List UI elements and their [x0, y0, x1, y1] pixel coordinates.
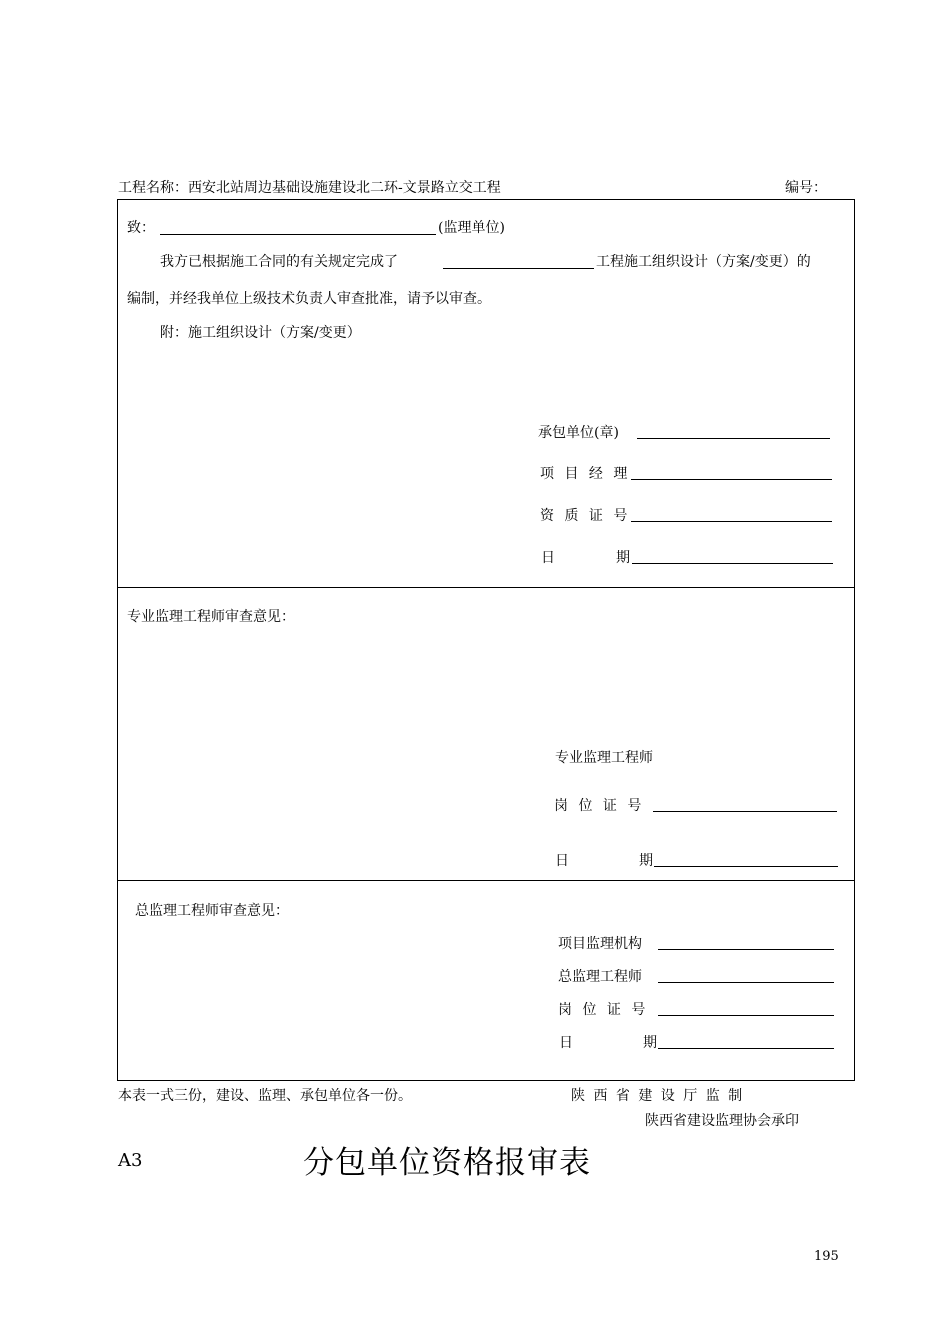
supervised-by: 陕 西 省 建 设 厅 监 制 — [571, 1088, 745, 1104]
specialist-cert-label: 岗 位 证 号 — [554, 798, 645, 814]
project-field[interactable] — [443, 268, 594, 269]
attachment-label: 附：施工组织设计（方案/变更） — [160, 325, 361, 341]
printed-by: 陕西省建设监理协会承印 — [645, 1113, 799, 1129]
form-code: A3 — [118, 1150, 143, 1171]
chief-date-field[interactable] — [658, 1048, 834, 1049]
to-prefix: 致： — [127, 220, 155, 236]
chief-opinion-heading: 总监理工程师审查意见： — [135, 903, 289, 919]
project-name: 工程名称：西安北站周边基础设施建设北二环-文景路立交工程 — [118, 180, 501, 196]
form-title: 分包单位资格报审表 — [303, 1145, 591, 1181]
chief-date-label-a: 日 — [559, 1035, 573, 1051]
org-label: 项目监理机构 — [558, 936, 642, 952]
serial-number-label: 编号： — [785, 180, 827, 196]
cert-field[interactable] — [631, 521, 832, 522]
supervisor-unit-field[interactable] — [160, 234, 436, 235]
chief-date-label-b: 期 — [643, 1035, 657, 1051]
cert-label: 资 质 证 号 — [540, 508, 631, 524]
specialist-date-field[interactable] — [654, 866, 838, 867]
body-line2: 编制，并经我单位上级技术负责人审查批准，请予以审查。 — [127, 291, 491, 307]
chief-label: 总监理工程师 — [558, 969, 642, 985]
manager-label: 项 目 经 理 — [540, 466, 631, 482]
manager-field[interactable] — [631, 479, 832, 480]
specialist-date-label-a: 日 — [555, 853, 569, 869]
section-divider-2 — [117, 880, 855, 881]
org-field[interactable] — [658, 949, 834, 950]
specialist-engineer-label: 专业监理工程师 — [555, 750, 653, 766]
body-line1-prefix: 我方已根据施工合同的有关规定完成了 — [160, 254, 398, 270]
to-suffix: (监理单位) — [438, 220, 505, 236]
chief-field[interactable] — [658, 982, 834, 983]
page-number: 195 — [814, 1249, 839, 1264]
copies-note: 本表一式三份，建设、监理、承包单位各一份。 — [118, 1088, 412, 1104]
date-field[interactable] — [632, 563, 833, 564]
chief-cert-label: 岗 位 证 号 — [558, 1002, 649, 1018]
date-label-b: 期 — [616, 550, 630, 566]
specialist-cert-field[interactable] — [653, 811, 837, 812]
contractor-field[interactable] — [637, 438, 830, 439]
body-line1-suffix: 工程施工组织设计（方案/变更）的 — [596, 254, 811, 270]
date-label-a: 日 — [541, 550, 555, 566]
specialist-opinion-heading: 专业监理工程师审查意见： — [127, 609, 295, 625]
chief-cert-field[interactable] — [658, 1015, 834, 1016]
section-divider-1 — [117, 587, 855, 588]
specialist-date-label-b: 期 — [639, 853, 653, 869]
contractor-label: 承包单位(章) — [538, 425, 619, 441]
